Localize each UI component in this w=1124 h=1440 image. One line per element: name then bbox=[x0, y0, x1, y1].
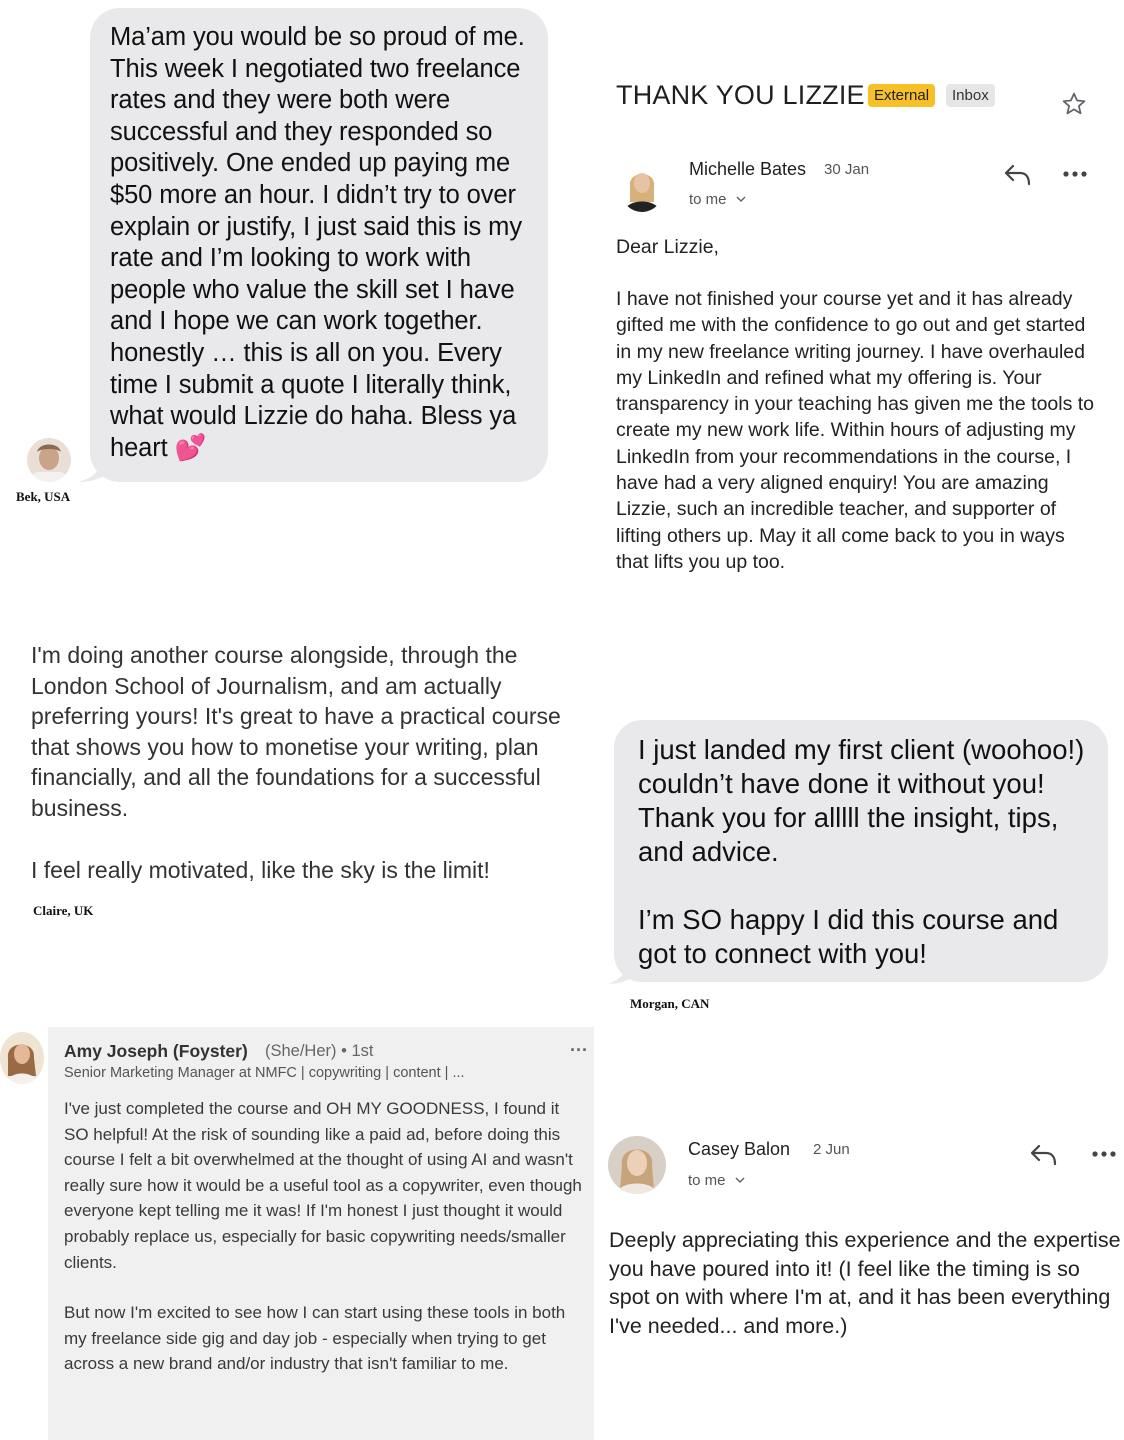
morgan-paragraph-1: I just landed my first client (woohoo!) couldn’t have done it without you! Thank you for alllll the insight, tips, and advice. bbox=[638, 734, 1085, 867]
michelle-avatar bbox=[620, 164, 664, 212]
morgan-caption: Morgan, CAN bbox=[630, 996, 710, 1011]
linkedin-more-icon[interactable]: ... bbox=[570, 1035, 589, 1055]
recipient-label: to me bbox=[688, 1172, 726, 1189]
casey-avatar bbox=[608, 1136, 666, 1194]
external-tag: External bbox=[868, 84, 935, 107]
amy-avatar[interactable] bbox=[0, 1032, 44, 1084]
more-icon[interactable] bbox=[1091, 1149, 1117, 1159]
linkedin-paragraph-1: I've just completed the course and OH MY GOODNESS, I found it SO helpful! At the risk of sounding like a paid ad, before doing this course I felt a bit overwhelmed at the thought of using AI and wasn't really sure how it would be a useful tool as a copywriter, even though everyone kept telling me it was! If I'm honest I just thought it would probably replace us, especially for basic copywriting needs/smaller clients. bbox=[64, 1099, 582, 1272]
email2-body: Deeply appreciating this experience and the expertise you have poured into it! (I feel like the timing is so spot on with where I'm at, and it has been everything I've needed... and more.) bbox=[609, 1228, 1121, 1338]
more-icon[interactable] bbox=[1062, 169, 1088, 179]
linkedin-paragraph-2: But now I'm excited to see how I can start using these tools in both my freelance side gig and day job - especially when trying to get across a new brand and/or industry that isn't familiar to me. bbox=[64, 1303, 566, 1374]
bek-avatar bbox=[27, 438, 71, 482]
email1-sender: Michelle Bates bbox=[689, 159, 807, 179]
linkedin-pronouns-connection: (She/Her) • 1st bbox=[265, 1042, 374, 1060]
claire-testimonial bbox=[31, 640, 591, 885]
inbox-tag[interactable]: Inbox bbox=[946, 84, 995, 107]
morgan-paragraph-2: I’m SO happy I did this course and got to connect with you! bbox=[638, 904, 1059, 969]
star-icon[interactable] bbox=[1061, 91, 1087, 117]
email-subject: THANK YOU LIZZIE bbox=[616, 80, 865, 110]
morgan-message-text bbox=[638, 733, 1098, 971]
morgan-bubble-tail bbox=[604, 952, 640, 986]
claire-paragraph-2: I feel really motivated, like the sky is the limit! bbox=[31, 856, 490, 883]
email1-date: 30 Jan bbox=[824, 161, 870, 178]
claire-paragraph-1: I'm doing another course alongside, through the London School of Journalism, and am actually preferring yours! It's great to have a practical course that shows you how to monetise your writing, plan financially, and all the foundations for a successful business. bbox=[31, 642, 561, 821]
bek-message-text bbox=[110, 22, 540, 464]
email2-recipient[interactable] bbox=[688, 1172, 746, 1190]
chevron-down-icon bbox=[734, 1175, 746, 1185]
reply-icon[interactable] bbox=[1028, 1142, 1058, 1168]
reply-icon[interactable] bbox=[1002, 162, 1032, 188]
linkedin-author-name[interactable]: Amy Joseph (Foyster) bbox=[64, 1041, 248, 1061]
email2-sender: Casey Balon bbox=[688, 1139, 791, 1159]
bek-bubble-tail bbox=[74, 448, 114, 484]
bek-caption: Bek, USA bbox=[16, 489, 71, 504]
email1-greeting: Dear Lizzie, bbox=[616, 236, 719, 258]
claire-caption: Claire, UK bbox=[33, 903, 94, 918]
heart-emoji-icon: 💕 bbox=[174, 433, 207, 462]
recipient-label: to me bbox=[689, 191, 727, 208]
bek-message: Ma’am you would be so proud of me. This week I negotiated two freelance rates and they were both were successful and they responded so positively. One ended up paying me $50 more an hour. I didn’t try to over explain or justify, I just said this is my rate and I’m looking to work with people who value the skill set I have and I hope we can work together. honestly … this is all on you. Every time I submit a quote I literally think, what would Lizzie do haha. Bless ya heart bbox=[110, 23, 525, 462]
email1-body: I have not finished your course yet and it has already gifted me with the confidence to go out and get started in my new freelance writing journey. I have overhauled my LinkedIn and refined what my offering is. Your transparency in your teaching has given me the tools to create my new work life. Within hours of adjusting my LinkedIn from your recommendations in the course, I have had a very aligned enquiry! You are amazing Lizzie, such an incredible teacher, and supporter of lifting others up. May it all come back to you in ways that lifts you up too. bbox=[616, 288, 1095, 573]
linkedin-comment-text bbox=[64, 1096, 584, 1377]
email2-date: 2 Jun bbox=[813, 1141, 850, 1158]
chevron-down-icon bbox=[735, 194, 747, 204]
linkedin-headline: Senior Marketing Manager at NMFC | copywriting | content | ... bbox=[64, 1065, 465, 1081]
email1-recipient[interactable] bbox=[689, 191, 747, 209]
